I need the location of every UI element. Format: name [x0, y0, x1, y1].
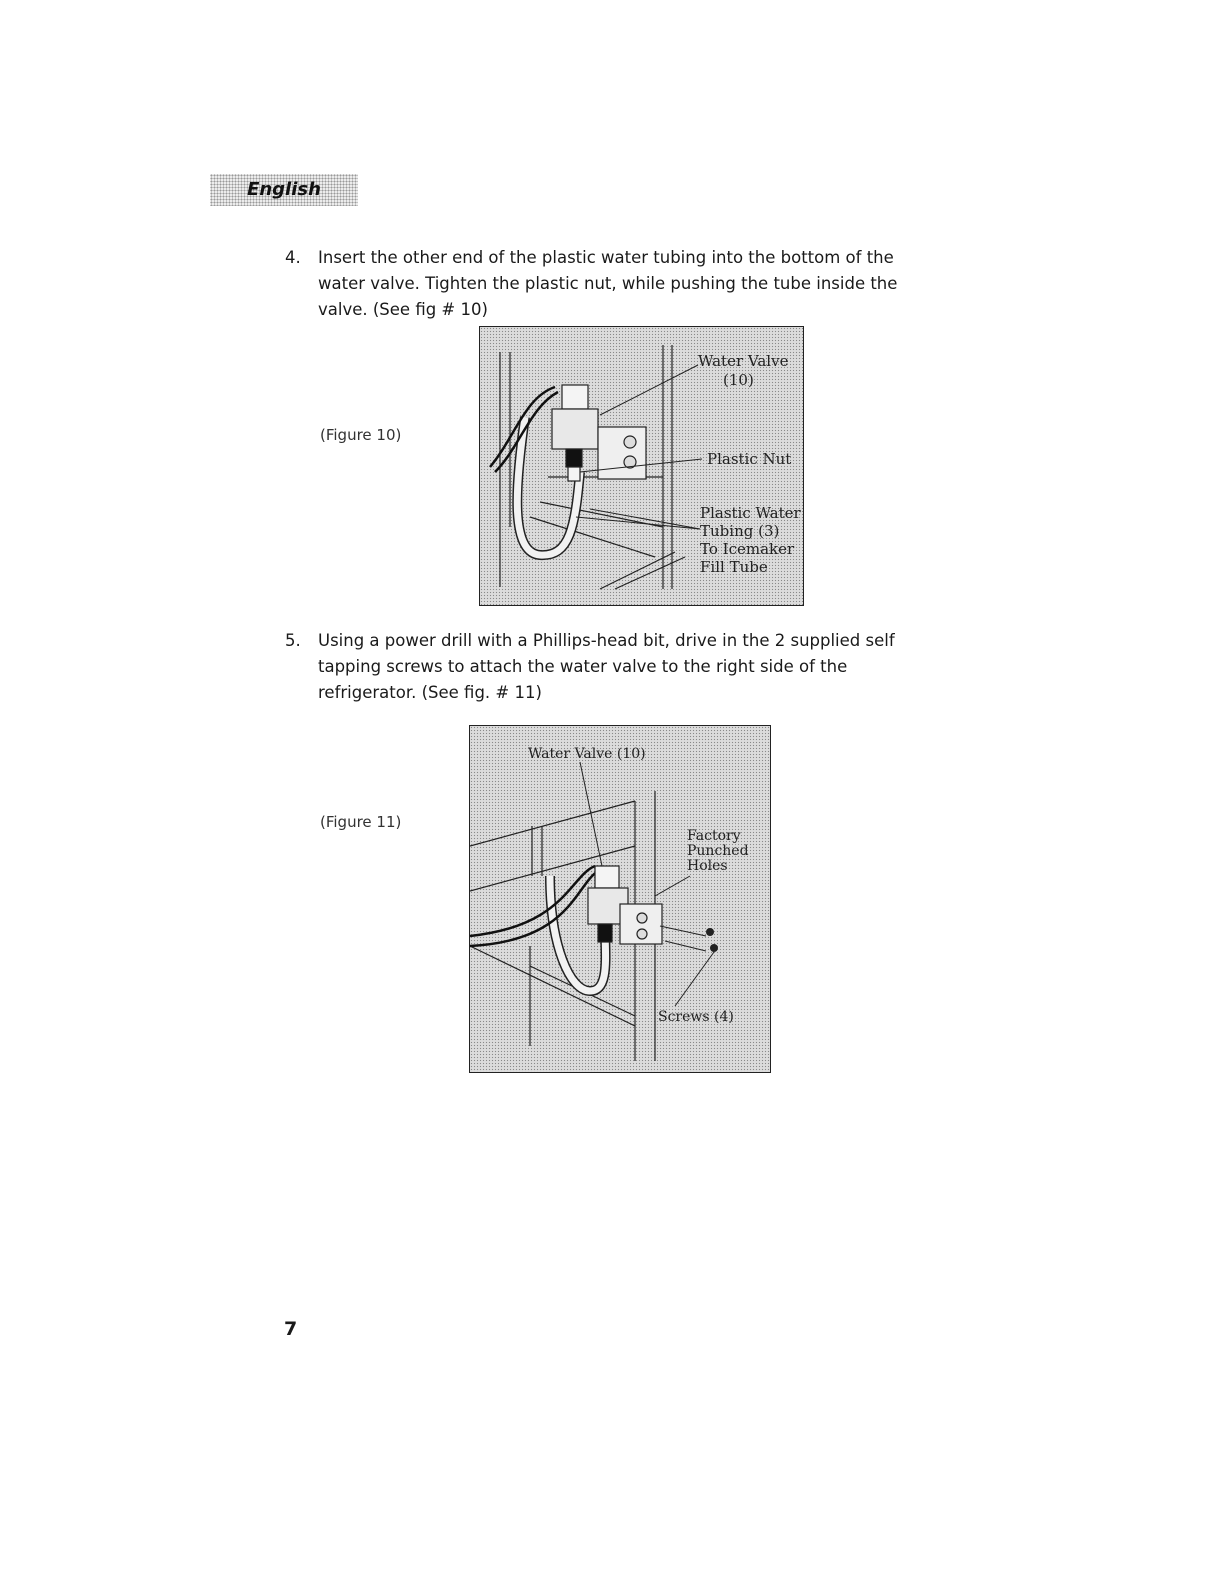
figure-11-caption: (Figure 11) [320, 813, 402, 831]
figure-11-illustration [469, 725, 771, 1073]
label-water-valve: Water Valve (10) [528, 746, 646, 762]
label-holes-line3: Holes [687, 858, 728, 874]
step-text: Insert the other end of the plastic water tubing into the bottom of the water valve. Tighten the plastic nut, while pushing the tube inside the valve. (See fig # 10) [318, 248, 898, 319]
label-tubing-line4: Fill Tube [700, 558, 768, 576]
wire [470, 866, 595, 936]
water-valve-diagram [480, 327, 804, 606]
label-holes-line1: Factory [687, 828, 741, 844]
label-tubing-line1: Plastic Water [700, 504, 801, 522]
valve-body [588, 866, 662, 944]
step-number: 5. [285, 631, 301, 650]
step-4 [285, 245, 925, 325]
screws [706, 928, 718, 952]
label-water-valve-num: (10) [723, 371, 754, 389]
step-text: Using a power drill with a Phillips-head bit, drive in the 2 supplied self tapping screws to attach the water valve to the right side of the refrigerator. (See fig. # 11) [318, 631, 895, 702]
wire [470, 871, 598, 946]
label-tubing-line2: Tubing (3) [700, 522, 780, 540]
valve-mounting-diagram [470, 726, 771, 1073]
step-5 [285, 628, 925, 708]
label-screws: Screws (4) [658, 1009, 734, 1025]
figure-10-caption: (Figure 10) [320, 426, 402, 444]
label-water-valve: Water Valve [698, 352, 789, 370]
label-holes-line2: Punched [687, 843, 749, 859]
figure-10-illustration [479, 326, 804, 606]
language-tab: English [210, 174, 358, 206]
label-tubing-line3: To Icemaker [700, 540, 795, 558]
page-number: 7 [284, 1318, 298, 1340]
label-plastic-nut: Plastic Nut [707, 450, 792, 468]
step-number: 4. [285, 248, 301, 267]
